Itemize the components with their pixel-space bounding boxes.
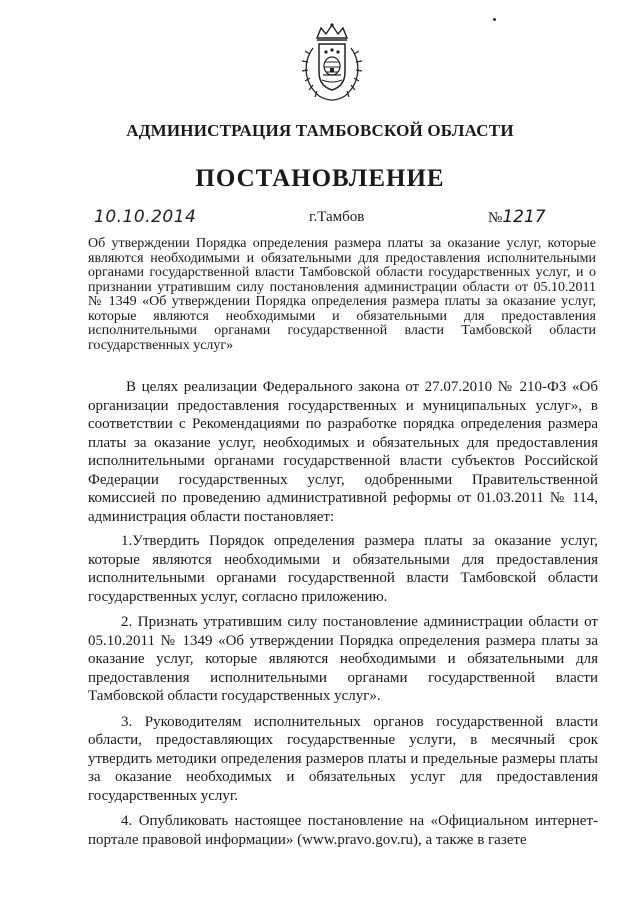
document-type-title: ПОСТАНОВЛЕНИЕ xyxy=(195,165,445,192)
scan-speck xyxy=(493,18,496,21)
document-body xyxy=(88,378,598,856)
preamble-paragraph: В целях реализации Федерального закона от 27.07.2010 № 210-ФЗ «Об организации предоставления государственных и муниципальных услуг», в соответствии с Рекомендациями по разработке порядка определения размера платы за оказание услуг, необходимых и обязательных для предоставления исполнительными органами государственной власти субъектов Российской Федерации государственных услуг, одобренными Правительственной комиссией по проведению административной реформы от 01.03.2011 № 114, администрация области постановляет: xyxy=(88,379,598,525)
document-city: г.Тамбов xyxy=(309,209,365,225)
tambov-coat-of-arms-icon xyxy=(297,22,367,104)
clause-paragraph: 1.Утвердить Порядок определения размера платы за оказание услуг, которые являются необходимыми и обязательными для предоставления исполнительными органами государственной власти Тамбовской области государственных услуг, согласно приложению. xyxy=(88,533,598,605)
document-date: 10.10.2014 xyxy=(94,207,197,227)
document-number xyxy=(488,207,546,227)
clause-paragraph: 3. Руководителям исполнительных органов государственной власти области, предоставляющих государственные услуги, в месячный срок утвердить методики определения размеров платы и предельные размеры платы за оказание необходимых и обязательных услуг для предоставления государственных услуг. xyxy=(88,713,598,804)
clause-paragraph: 4. Опубликовать настоящее постановление на «Официальном интернет-портале правовой информации» (www.pravo.gov.ru), а также в газете xyxy=(88,813,598,848)
document-subject: Об утверждении Порядка определения размера платы за оказание услуг, которые являются необходимыми и обязательными для предоставления исполнительными органами государственной власти Тамбовской области государственных услуг, и о признании утратившим силу постановления администрации области от 05.10.2011 № 1349 «Об утверждении Порядка определения размера платы за оказание услуг, которые являются необходимыми и обязательными для предоставления исполнительными органами государственной власти Тамбовской области государственных услуг» xyxy=(88,236,596,353)
clause-paragraph: 2. Признать утратившим силу постановление администрации области от 05.10.2011 № 1349 «Об утверждении Порядка определения размера платы за оказание услуг, которые являются необходимыми и обязательными для предоставления исполнительными органами государственной власти Тамбовской области государственных услуг». xyxy=(88,614,598,704)
number-prefix: № xyxy=(488,210,503,226)
organization-name: АДМИНИСТРАЦИЯ ТАМБОВСКОЙ ОБЛАСТИ xyxy=(126,121,514,140)
number-value: 1217 xyxy=(502,207,546,227)
